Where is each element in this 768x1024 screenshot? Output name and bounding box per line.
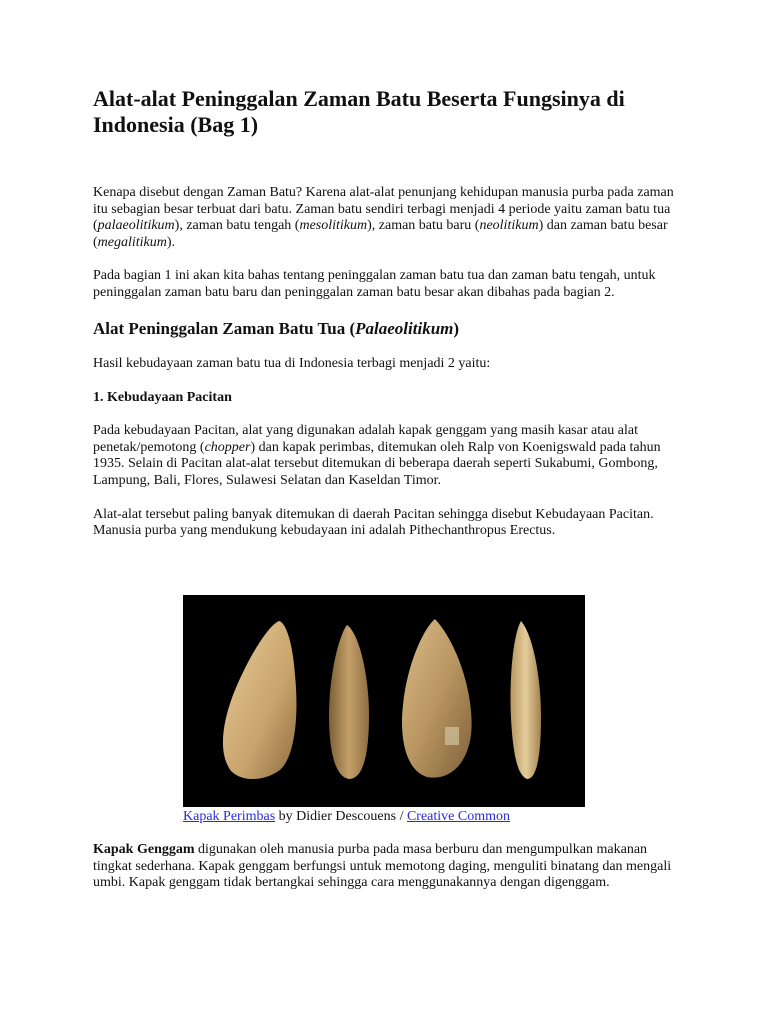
term-mesolitikum: mesolitikum — [299, 218, 368, 234]
page-title: Alat-alat Peninggalan Zaman Batu Beserta Fungsinya di Indonesia (Bag 1) — [93, 86, 625, 137]
pacitan-text-a: Pada kebudayaan Pacitan, alat yang digunakan adalah kapak genggam yang masih kasar atau alat penetak/pemotong ( — [93, 423, 639, 455]
section-heading-term: Palaeolitikum — [355, 318, 454, 338]
kapak-perimbas-link[interactable]: Kapak Perimbas — [183, 809, 276, 824]
intro-text-b: ), zaman batu tengah ( — [174, 218, 300, 234]
article-body — [93, 86, 683, 540]
intro-text-d: ) dan zaman batu besar ( — [93, 218, 668, 250]
stone-tools-illustration — [183, 595, 585, 807]
stone-tool-label — [445, 727, 459, 745]
term-neolitikum: neolitikum — [479, 218, 539, 234]
intro-text-e: ). — [166, 234, 176, 250]
term-chopper: chopper — [204, 439, 251, 455]
kapak-genggam-section — [93, 842, 683, 892]
creative-common-link[interactable]: Creative Common — [406, 809, 511, 824]
term-palaeolitikum: palaeolitikum — [97, 218, 175, 234]
pacitan-paragraph-1 — [93, 423, 683, 489]
pacitan-paragraph-2: Alat-alat tersebut paling banyak ditemukan di daerah Pacitan sehingga disebut Kebudayaan Pacitan. Manusia purba yang mendukung kebudayaan ini adalah Pithechanthropus Erectus. — [93, 506, 654, 539]
intro-paragraph-1 — [93, 185, 683, 251]
sub-heading: 1. Kebudayaan Pacitan — [93, 390, 232, 406]
kapak-genggam-text: digunakan oleh manusia purba pada masa berburu dan mengumpulkan makanan tingkat sederhana. Kapak genggam berfungsi untuk memotong daging, menguliti binatang dan mengali umbi. Kapak genggam tidak bertangkai sehingga cara menggunakannya dengan digenggam. — [93, 842, 672, 891]
stone-tool-2 — [329, 625, 369, 779]
pacitan-text-b: ) dan kapak perimbas, ditemukan oleh Ralp von Koenigswald pada tahun 1935. Selain di Pacitan alat-alat tersebut ditemukan di beberapa daerah seperti Sukabumi, Gombong, Lampung, Bali, Flores, Sulawesi Selatan dan Kaseldan Timor. — [93, 439, 661, 488]
stone-tool-1 — [223, 621, 297, 779]
section-intro: Hasil kebudayaan zaman batu tua di Indonesia terbagi menjadi 2 yaitu: — [93, 355, 491, 371]
section-heading-close: ) — [453, 318, 460, 338]
kapak-genggam-term: Kapak Genggam — [93, 842, 195, 857]
term-megalitikum: megalitikum — [97, 234, 167, 250]
section-heading — [93, 319, 683, 339]
section-heading-text: Alat Peninggalan Zaman Batu Tua ( — [93, 318, 356, 338]
image-caption — [183, 808, 603, 825]
kapak-genggam-paragraph — [93, 842, 683, 892]
intro-paragraph-2: Pada bagian 1 ini akan kita bahas tentang peninggalan zaman batu tua dan zaman batu tengah, untuk peninggalan zaman batu baru dan peninggalan zaman batu besar akan dibahas pada bagian 2. — [93, 268, 656, 300]
stone-tools-photo — [183, 595, 585, 807]
intro-text-a: Kenapa disebut dengan Zaman Batu? Karena alat-alat penunjang kehidupan manusia purba pada zaman itu sebagian besar terbuat dari batu. Zaman batu sendiri terbagi menjadi 4 periode yaitu zaman batu tua ( — [93, 185, 674, 234]
caption-author: by Didier Descouens / — [275, 809, 407, 824]
intro-text-c: ), zaman batu baru ( — [367, 218, 480, 234]
stone-tool-4 — [510, 621, 541, 779]
stone-tool-3 — [402, 619, 472, 778]
